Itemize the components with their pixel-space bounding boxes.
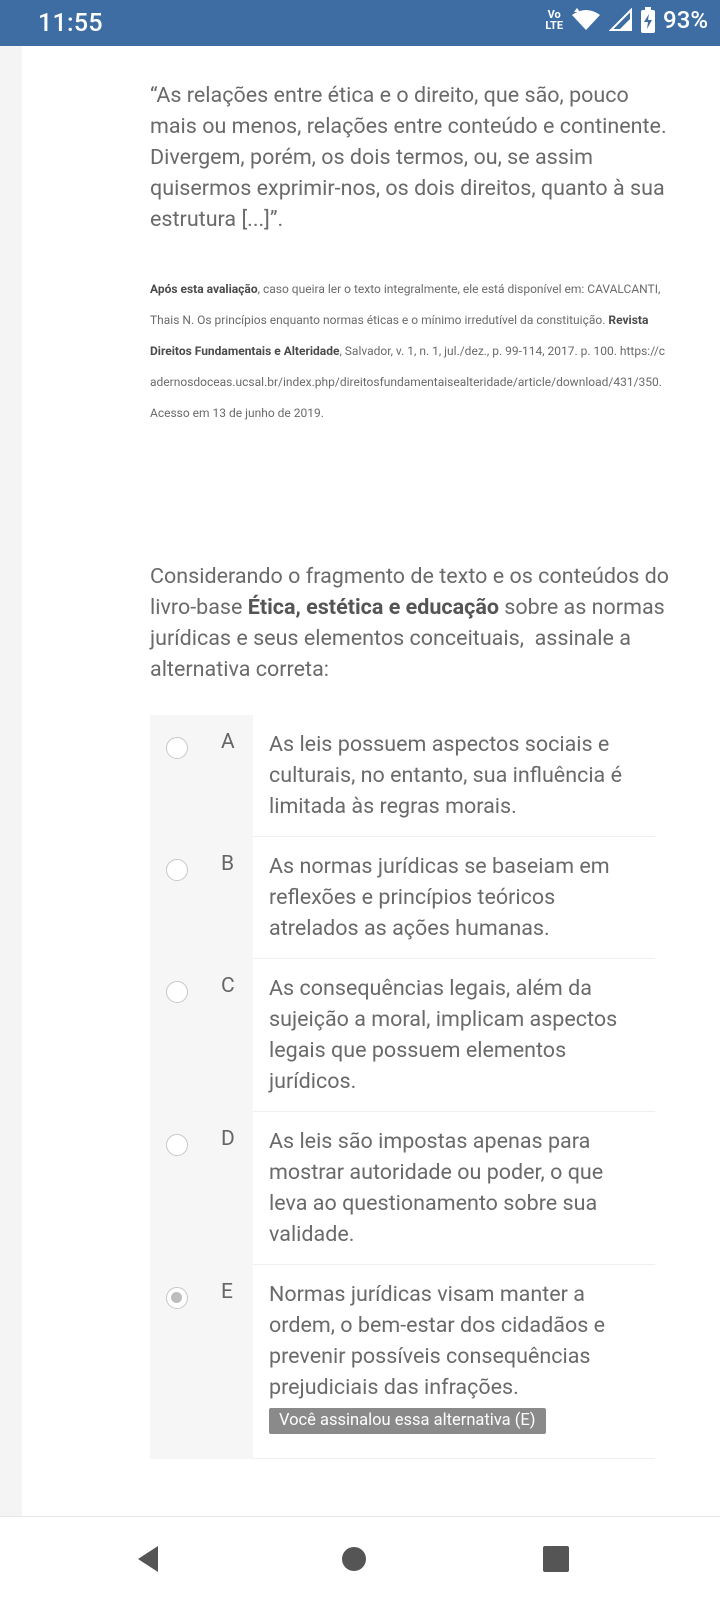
navigation-bar bbox=[0, 1516, 720, 1601]
option-e[interactable] bbox=[150, 1265, 655, 1459]
option-text[interactable]: As leis possuem aspectos sociais e culturais, no entanto, sua influência é limitada às regras morais. bbox=[253, 715, 655, 837]
signal-icon bbox=[609, 8, 633, 32]
option-text[interactable]: As leis são impostas apenas para mostrar autoridade ou poder, o que leva ao questionamento sobre sua validade. bbox=[253, 1112, 655, 1265]
status-time: 11:55 bbox=[38, 9, 103, 38]
radio-button-a[interactable] bbox=[166, 737, 188, 759]
option-text: Normas jurídicas visam manter a ordem, o bem-estar dos cidadãos e prevenir possíveis consequências prejudiciais das infrações. bbox=[269, 1282, 606, 1400]
reference-text bbox=[150, 274, 670, 429]
reference-journal: Revista Direitos Fundamentais e Alteridade bbox=[150, 313, 649, 358]
battery-percentage: 93% bbox=[663, 6, 708, 34]
reference-citation: , Salvador, v. 1, n. 1, jul./dez., p. 99-114, 2017. p. 100. https://cadernosdoceas.ucsal.br/index.php/direitosfundamentaisealteridade/article/download/431/350. Acesso em 13 de junho de 2019. bbox=[150, 344, 666, 420]
quote-text: “As relações entre ética e o direito, que são, pouco mais ou menos, relações entre conteúdo e continente. Divergem, porém, os dois termos, ou, se assim quisermos exprimir-nos, os dois direitos, quanto à sua estrutura [...]”. bbox=[150, 83, 667, 232]
status-bar bbox=[0, 0, 720, 46]
left-margin bbox=[0, 46, 22, 1516]
recents-button[interactable] bbox=[536, 1539, 576, 1579]
wifi-icon bbox=[571, 8, 601, 32]
reference-lead-bold: Após esta avaliação bbox=[150, 282, 258, 296]
option-c[interactable] bbox=[150, 959, 655, 1112]
home-icon bbox=[340, 1545, 368, 1573]
option-letter: B bbox=[221, 852, 235, 876]
question-card bbox=[22, 46, 720, 1516]
status-icons bbox=[545, 6, 708, 34]
volte-indicator bbox=[545, 9, 563, 31]
question-after: sobre as normas jurídicas e seus elementos conceituais, assinale a alternativa correta: bbox=[150, 595, 671, 682]
option-text[interactable]: As normas jurídicas se baseiam em reflexões e princípios teóricos atrelados as ações humanas. bbox=[253, 837, 655, 959]
option-letter: E bbox=[221, 1280, 233, 1304]
volte-bottom: LTE bbox=[545, 19, 564, 32]
recents-icon bbox=[542, 1545, 570, 1573]
question-before: Considerando o fragmento de texto e os conteúdos do livro-base bbox=[150, 564, 670, 620]
back-button[interactable] bbox=[128, 1539, 168, 1579]
radio-button-c[interactable] bbox=[166, 981, 188, 1003]
back-icon bbox=[134, 1544, 162, 1574]
option-letter: C bbox=[221, 974, 235, 998]
radio-button-e[interactable] bbox=[166, 1287, 188, 1309]
option-text[interactable]: As consequências legais, além da sujeição a moral, implicam aspectos legais que possuem elementos jurídicos. bbox=[253, 959, 655, 1112]
option-d-selector bbox=[150, 1112, 253, 1265]
option-e-selector bbox=[150, 1265, 253, 1459]
battery-charging-icon bbox=[641, 7, 655, 33]
question-text bbox=[150, 561, 670, 685]
volte-top: Vo bbox=[547, 8, 561, 21]
reference-lead: , caso queira ler o texto integralmente, ele está disponível em: CAVALCANTI, Thais N. Os princípios enquanto normas éticas e o mínimo irredutível da constituição. bbox=[150, 282, 661, 327]
radio-button-d[interactable] bbox=[166, 1134, 188, 1156]
option-b[interactable] bbox=[150, 837, 655, 959]
selected-answer-badge: Você assinalou essa alternativa (E) bbox=[269, 1408, 546, 1434]
option-letter: D bbox=[221, 1127, 235, 1151]
radio-button-b[interactable] bbox=[166, 859, 188, 881]
answer-options bbox=[150, 715, 655, 1459]
home-button[interactable] bbox=[334, 1539, 374, 1579]
option-b-selector bbox=[150, 837, 253, 959]
option-a-selector bbox=[150, 715, 253, 837]
question-book-title: Ética, estética e educação bbox=[247, 595, 499, 620]
option-e-body[interactable] bbox=[253, 1265, 655, 1459]
option-c-selector bbox=[150, 959, 253, 1112]
option-letter: A bbox=[221, 730, 235, 754]
option-d[interactable] bbox=[150, 1112, 655, 1265]
option-a[interactable] bbox=[150, 715, 655, 837]
